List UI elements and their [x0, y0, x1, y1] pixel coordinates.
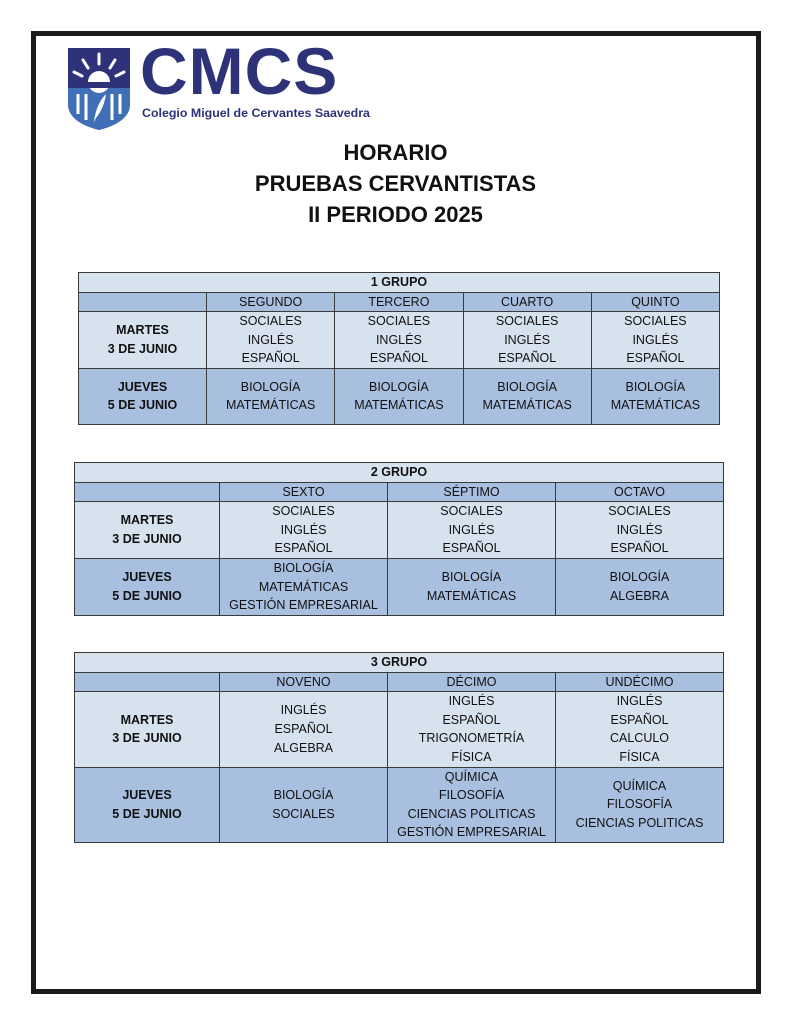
- subjects-cell: [388, 767, 556, 842]
- subjects-cell: [556, 502, 724, 559]
- subject-label: ALGEBRA: [609, 588, 670, 603]
- school-logo: [66, 34, 370, 134]
- group-title: 1 GRUPO: [79, 273, 720, 293]
- subjects-cell: [591, 312, 719, 369]
- subject-label: INGLÉS: [375, 332, 422, 347]
- day-label: 5 DE JUNIO: [107, 398, 178, 413]
- day-cell: [75, 502, 220, 559]
- subject-label: INGLÉS: [247, 332, 294, 347]
- page-title: [0, 137, 791, 230]
- subject-label: INGLÉS: [632, 332, 679, 347]
- grade-column-header: CUARTO: [463, 292, 591, 312]
- subjects-cell: [388, 502, 556, 559]
- subject-label: SOCIALES: [440, 504, 503, 519]
- subject-label: ESPAÑOL: [241, 351, 300, 366]
- subject-label: SOCIALES: [239, 314, 302, 329]
- subject-label: FÍSICA: [619, 749, 660, 764]
- subject-label: INGLÉS: [448, 522, 495, 537]
- subject-label: FILOSOFÍA: [606, 797, 673, 812]
- grade-column-header: DÉCIMO: [388, 672, 556, 692]
- group-1-table: [78, 272, 720, 425]
- title-line-2: PRUEBAS CERVANTISTAS: [254, 171, 537, 196]
- subject-label: QUÍMICA: [612, 778, 667, 793]
- subject-label: SOCIALES: [608, 504, 671, 519]
- subjects-cell: [556, 692, 724, 767]
- day-cell: [79, 368, 207, 424]
- day-cell: [75, 692, 220, 767]
- subjects-cell: [220, 692, 388, 767]
- subjects-cell: [220, 558, 388, 615]
- subject-label: SOCIALES: [495, 314, 559, 329]
- subject-label: MATEMÁTICAS: [426, 588, 517, 603]
- day-cell: [75, 767, 220, 842]
- group-title: 2 GRUPO: [75, 463, 724, 483]
- header-blank-cell: [75, 482, 220, 502]
- day-label: 3 DE JUNIO: [107, 342, 178, 357]
- subjects-cell: [463, 312, 591, 369]
- subjects-cell: [335, 312, 463, 369]
- title-line-1: HORARIO: [343, 140, 448, 165]
- subject-label: INGLÉS: [280, 522, 327, 537]
- subject-label: INGLÉS: [504, 332, 551, 347]
- grade-column-header: TERCERO: [335, 292, 463, 312]
- subjects-cell: [220, 767, 388, 842]
- day-cell: [79, 312, 207, 369]
- day-label: 3 DE JUNIO: [112, 532, 182, 547]
- group-title: 3 GRUPO: [75, 653, 724, 673]
- subject-label: BIOLOGÍA: [497, 379, 557, 394]
- subjects-cell: [388, 558, 556, 615]
- subjects-cell: [556, 558, 724, 615]
- subjects-cell: [556, 767, 724, 842]
- subjects-cell: [388, 692, 556, 767]
- subject-label: MATEMÁTICAS: [258, 579, 349, 594]
- subject-label: CIENCIAS POLITICAS: [407, 806, 536, 821]
- subject-label: SOCIALES: [272, 504, 335, 519]
- subject-label: MATEMÁTICAS: [225, 398, 316, 413]
- subjects-cell: [591, 368, 719, 424]
- grade-column-header: QUINTO: [591, 292, 719, 312]
- subject-label: BIOLOGÍA: [273, 561, 334, 576]
- day-label: JUEVES: [122, 570, 172, 585]
- day-label: MARTES: [120, 513, 174, 528]
- shield-sun-icon: [66, 46, 132, 130]
- grade-column-header: SEGUNDO: [207, 292, 335, 312]
- grade-column-header: SEXTO: [220, 482, 388, 502]
- grade-column-header: UNDÉCIMO: [556, 672, 724, 692]
- subject-label: SOCIALES: [272, 806, 335, 821]
- subject-label: ESPAÑOL: [498, 351, 557, 366]
- header-blank-cell: [75, 672, 220, 692]
- subject-label: FÍSICA: [451, 749, 492, 764]
- subject-label: ALGEBRA: [273, 740, 334, 755]
- subject-label: BIOLOGÍA: [625, 379, 686, 394]
- subject-label: BIOLOGÍA: [273, 788, 334, 803]
- subject-label: GESTIÓN EMPRESARIAL: [397, 825, 546, 840]
- subject-label: INGLÉS: [616, 694, 663, 709]
- subject-label: FILOSOFÍA: [438, 788, 505, 803]
- subjects-cell: [207, 368, 335, 424]
- subject-label: ESPAÑOL: [626, 351, 685, 366]
- subject-label: BIOLOGÍA: [609, 570, 670, 585]
- grade-column-header: OCTAVO: [556, 482, 724, 502]
- day-label: JUEVES: [117, 379, 168, 394]
- subject-label: GESTIÓN EMPRESARIAL: [229, 598, 378, 613]
- subject-label: ESPAÑOL: [369, 351, 428, 366]
- subject-label: BIOLOGÍA: [240, 379, 301, 394]
- subject-label: BIOLOGÍA: [369, 379, 429, 394]
- logo-wordmark: CMCS: [140, 34, 339, 108]
- subject-label: INGLÉS: [280, 703, 327, 718]
- subject-label: TRIGONOMETRÍA: [418, 731, 525, 746]
- subject-label: SOCIALES: [367, 314, 431, 329]
- day-label: 5 DE JUNIO: [112, 806, 182, 821]
- subject-label: CALCULO: [609, 731, 670, 746]
- subject-label: ESPAÑOL: [442, 541, 501, 556]
- title-line-3: II PERIODO 2025: [308, 202, 483, 227]
- group-2-table: [74, 462, 724, 616]
- group-3-table: [74, 652, 724, 843]
- day-label: 5 DE JUNIO: [112, 588, 182, 603]
- day-label: 3 DE JUNIO: [112, 731, 182, 746]
- logo-subtitle: Colegio Miguel de Cervantes Saavedra: [142, 106, 370, 120]
- subject-label: MATEMÁTICAS: [354, 398, 444, 413]
- day-cell: [75, 558, 220, 615]
- day-label: MARTES: [120, 712, 174, 727]
- grade-column-header: NOVENO: [220, 672, 388, 692]
- subject-label: ESPAÑOL: [274, 541, 333, 556]
- subject-label: ESPAÑOL: [442, 712, 501, 727]
- day-label: MARTES: [116, 323, 169, 338]
- day-label: JUEVES: [122, 788, 172, 803]
- subject-label: ESPAÑOL: [610, 712, 669, 727]
- subject-label: ESPAÑOL: [274, 722, 333, 737]
- subject-label: INGLÉS: [616, 522, 663, 537]
- subjects-cell: [207, 312, 335, 369]
- subject-label: SOCIALES: [624, 314, 687, 329]
- subject-label: MATEMÁTICAS: [482, 398, 572, 413]
- subjects-cell: [335, 368, 463, 424]
- subject-label: CIENCIAS POLITICAS: [575, 816, 704, 831]
- grade-column-header: SÉPTIMO: [388, 482, 556, 502]
- subject-label: QUÍMICA: [444, 769, 499, 784]
- subject-label: ESPAÑOL: [610, 541, 669, 556]
- subject-label: BIOLOGÍA: [441, 570, 502, 585]
- header-blank-cell: [79, 292, 207, 312]
- subjects-cell: [220, 502, 388, 559]
- subjects-cell: [463, 368, 591, 424]
- subject-label: MATEMÁTICAS: [610, 398, 701, 413]
- subject-label: INGLÉS: [448, 694, 495, 709]
